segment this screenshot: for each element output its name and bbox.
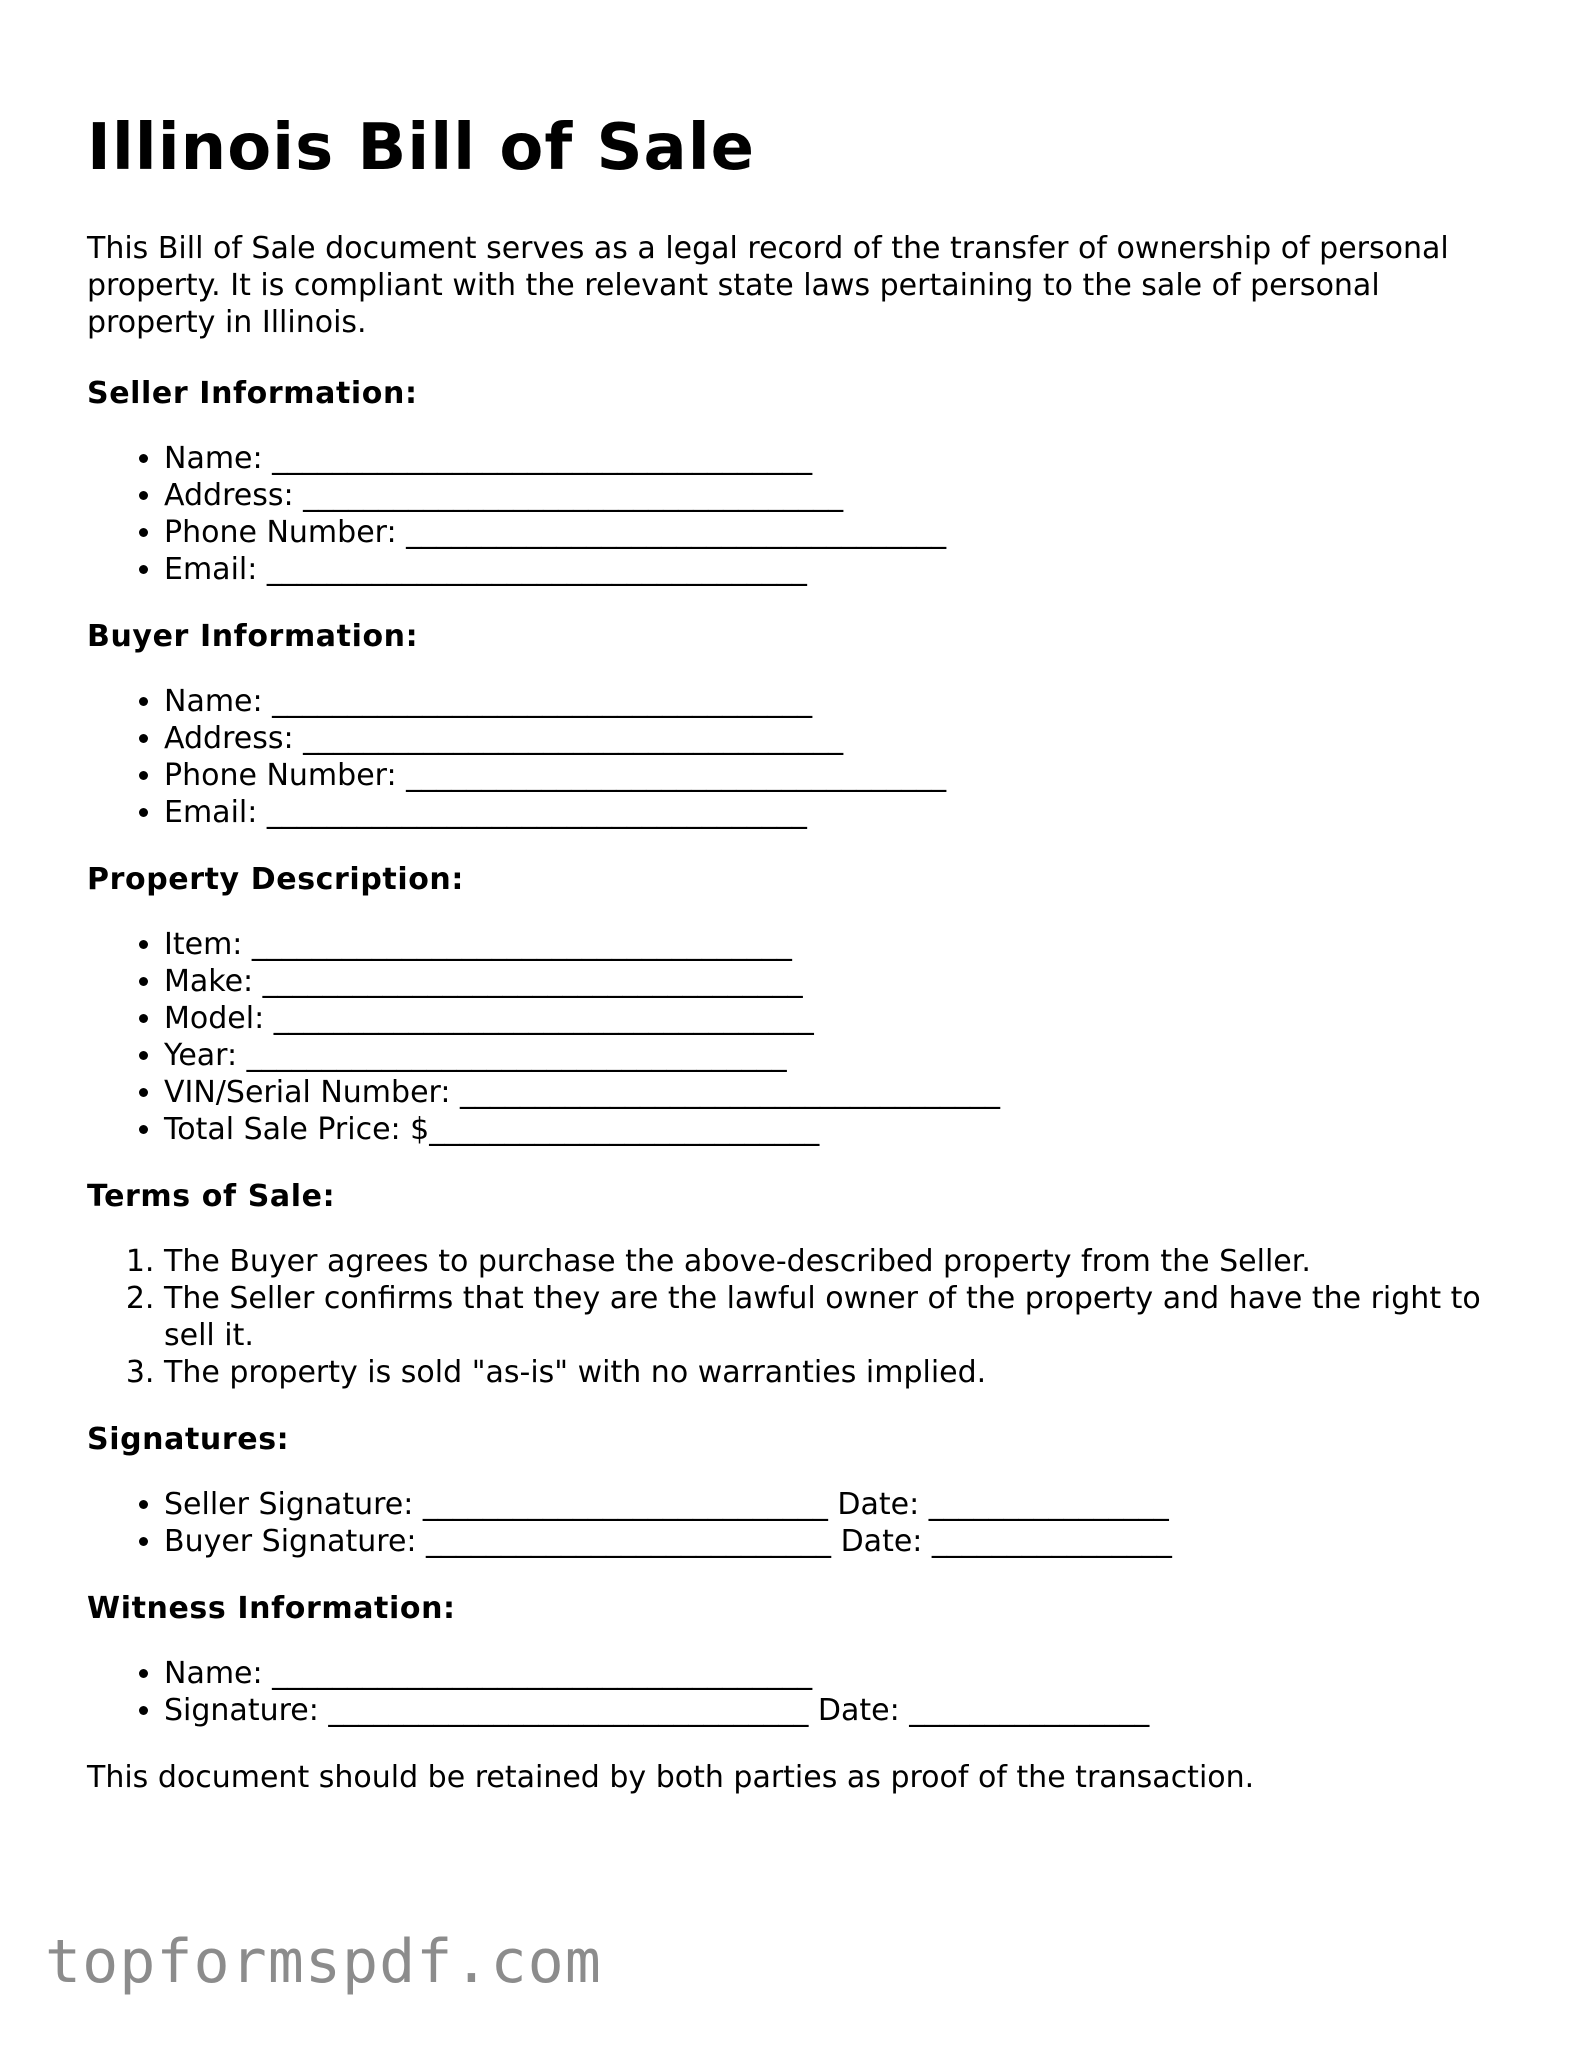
property-make-field: • Make: ____________________________________ <box>164 963 1507 1000</box>
terms-heading: Terms of Sale: <box>87 1179 336 1214</box>
seller-section <box>87 375 1507 588</box>
witness-list <box>87 1655 1507 1729</box>
watermark: topformspdf.com <box>45 1927 602 1997</box>
signatures-heading: Signatures: <box>87 1422 290 1457</box>
property-model-field: • Model: ____________________________________ <box>164 1000 1507 1037</box>
property-vin-field: • VIN/Serial Number: ____________________________________ <box>164 1074 1507 1111</box>
witness-section <box>87 1590 1507 1729</box>
seller-list <box>87 440 1507 588</box>
document-title: Illinois Bill of Sale <box>87 111 756 185</box>
seller-email-field: • Email: ____________________________________ <box>164 551 1507 588</box>
property-section <box>87 861 1507 1148</box>
seller-name-field: • Name: ____________________________________ <box>164 440 1507 477</box>
closing-note: This document should be retained by both parties as proof of the transaction. <box>87 1760 1255 1795</box>
terms-section <box>87 1178 1507 1391</box>
property-list <box>87 926 1507 1148</box>
property-heading: Property Description: <box>87 862 464 897</box>
signatures-list <box>87 1486 1507 1560</box>
buyer-email-field: • Email: ____________________________________ <box>164 794 1507 831</box>
witness-heading: Witness Information: <box>87 1591 456 1626</box>
term-item: 1. The Buyer agrees to purchase the above-described property from the Seller. <box>164 1243 1507 1280</box>
witness-signature-field: • Signature: ________________________________ Date: ________________ <box>164 1692 1507 1729</box>
buyer-signature-field: • Buyer Signature: ___________________________ Date: ________________ <box>164 1523 1507 1560</box>
witness-name-field: • Name: ____________________________________ <box>164 1655 1507 1692</box>
document-page <box>87 110 1507 1796</box>
seller-heading: Seller Information: <box>87 376 418 411</box>
property-price-field: • Total Sale Price: $__________________________ <box>164 1111 1507 1148</box>
buyer-address-field: • Address: ____________________________________ <box>164 720 1507 757</box>
buyer-name-field: • Name: ____________________________________ <box>164 683 1507 720</box>
buyer-phone-field: • Phone Number: ____________________________________ <box>164 757 1507 794</box>
buyer-list <box>87 683 1507 831</box>
terms-list <box>87 1243 1507 1391</box>
property-item-field: • Item: ____________________________________ <box>164 926 1507 963</box>
term-item: 3. The property is sold "as-is" with no warranties implied. <box>164 1354 1507 1391</box>
intro-paragraph: This Bill of Sale document serves as a legal record of the transfer of ownership of personal property. It is compliant with the relevant state laws pertaining to the sale of personal property in Illinois. <box>87 231 1449 340</box>
seller-signature-field: • Seller Signature: ___________________________ Date: ________________ <box>164 1486 1507 1523</box>
buyer-section <box>87 618 1507 831</box>
seller-address-field: • Address: ____________________________________ <box>164 477 1507 514</box>
signatures-section <box>87 1421 1507 1560</box>
seller-phone-field: • Phone Number: ____________________________________ <box>164 514 1507 551</box>
buyer-heading: Buyer Information: <box>87 619 419 654</box>
property-year-field: • Year: ____________________________________ <box>164 1037 1507 1074</box>
term-item: 2. The Seller confirms that they are the lawful owner of the property and have the right to sell it. <box>164 1280 1507 1354</box>
